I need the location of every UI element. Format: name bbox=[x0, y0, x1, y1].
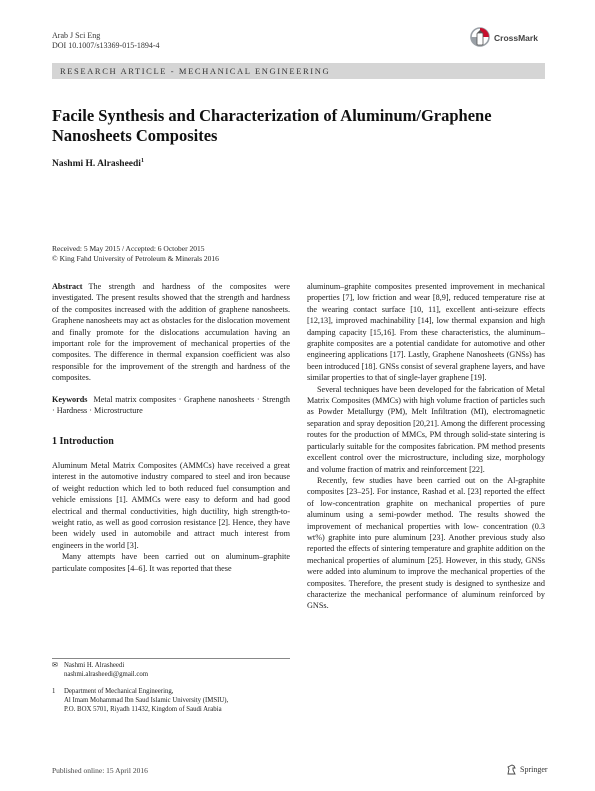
intro-paragraph-1: Aluminum Metal Matrix Composites (AMMCs) have received a great interest in the automotive industry compared to steel and iron because of weight reduction which led to both reduced fuel consumption and vehicle emissions [1]. AMMCs were easy to deform and had good electrical and thermal conductivities, high ductility, high strength-to-weight ratio, as well as good corrosion resistance [2]. Hence, they have been widely used in automobile and attract much interest from engineers in the world [3]. bbox=[52, 460, 290, 550]
keywords-text: Metal matrix composites · Graphene nanosheets · Strength · Hardness · Microstructure bbox=[52, 394, 290, 416]
body-paragraph-3: Recently, few studies have been carried out on the Al-graphite composites [23–25]. For instance, Rashad et al. [23] reported the effect of low-concentration graphite on mechanical properties of pure aluminum using a semi-powder method. The results showed the improvement of mechanical properties with low- concentration (0.3 wt%) graphite into pure aluminum [23]. Another previous study also reported the effects of sintering temperature and graphite addition on the mechanical properties of aluminum [25]. However, in this study, GNSs were added into aluminum to improve the mechanical properties of the composites. Therefore, the present study is designed to synthesize and characterize the mechanical performance of aluminum reinforced by GNSs. bbox=[307, 475, 545, 611]
body-paragraph-1: aluminum–graphite composites presented improvement in mechanical properties [7], low friction and wear [8,9], reduced temperature rise at the wearing contact surface [10, 11], excellent anti-seizure effects [12,13], improved machinability [14], low thermal expansion and high damping capacity [15,16]. From these characteristics, the aluminum–graphite composites are a potential candidate for automotive and other engineering applications [17]. Lastly, Graphene Nanosheets (GNSs) has been introduced [18]. GNSs consist of several graphene layers, and have similar properties to that of single-layer graphene [19]. bbox=[307, 282, 545, 383]
abstract-text: The strength and hardness of the composites were investigated. The present results showed that the strength and hardness of the composites increased with the addition of graphene nanosheets. Graphene nanosheets may act as obstacles for the dislocation movement and finally promote for the dislocations accumulation having an important role for the improvement of mechanical properties of the composites. The difference in thermal expansion coefficient was also responsible for the improvement of the strength and hardness of the composites. bbox=[52, 282, 290, 383]
body-paragraph-2: Several techniques have been developed for the fabrication of Metal Matrix Composites (MMCs) with high volume fraction of particles such as Powder Metallurgy (PM), Melt Infiltration (MI), electromagnetic separation and spray deposition [20,21]. Among the different processing routes for the production of MMCs, PM through solid-state sintering is particularly suitable for the composites fabrication. PM method presents excellent control over the microstructure, including size, morphology and volume fraction of matrix and reinforcement [22]. bbox=[307, 384, 545, 474]
intro-paragraph-2: Many attempts have been carried out on aluminum–graphite particulate composites [4–6]. It was reported that these bbox=[52, 552, 290, 573]
abstract-label: Abstract bbox=[52, 282, 83, 291]
springer-horse-icon bbox=[506, 764, 517, 775]
received-accepted: Received: 5 May 2015 / Accepted: 6 October 2015 bbox=[52, 244, 205, 253]
affiliation-mark: 1 bbox=[52, 688, 56, 695]
affiliation-line-3: P.O. BOX 5701, Riyadh 11432, Kingdom of Saudi Arabia bbox=[64, 706, 222, 713]
affiliation-line-2: Al Imam Mohammad Ibn Saud Islamic University (IMSIU), bbox=[64, 697, 229, 704]
journal-header bbox=[52, 31, 160, 51]
crossmark-icon bbox=[470, 27, 490, 49]
article-type-label: RESEARCH ARTICLE - MECHANICAL ENGINEERING bbox=[60, 66, 331, 76]
article-type-banner bbox=[52, 63, 545, 79]
section-heading-introduction: 1 Introduction bbox=[52, 436, 114, 448]
author-affiliation-mark: 1 bbox=[140, 158, 144, 164]
keywords-label: Keywords bbox=[52, 394, 88, 404]
article-dates bbox=[52, 244, 219, 264]
affiliation-footnote bbox=[52, 687, 290, 714]
author-line bbox=[52, 158, 144, 169]
envelope-icon: ✉ bbox=[52, 662, 58, 669]
crossmark-badge[interactable] bbox=[470, 27, 538, 49]
corresponding-author-footnote bbox=[52, 661, 290, 679]
keywords bbox=[52, 394, 290, 417]
footnote-divider bbox=[52, 658, 290, 659]
copyright-line: © King Fahd University of Petroleum & Minerals 2016 bbox=[52, 254, 219, 263]
journal-name: Arab J Sci Eng bbox=[52, 31, 101, 40]
right-column bbox=[307, 281, 545, 612]
doi[interactable]: DOI 10.1007/s13369-015-1894-4 bbox=[52, 41, 160, 50]
publisher-name: Springer bbox=[520, 765, 548, 774]
abstract bbox=[52, 281, 290, 384]
affiliation-line-1: Department of Mechanical Engineering, bbox=[64, 688, 174, 695]
paper-title: Facile Synthesis and Characterization of Aluminum/Graphene Nanosheets Composites bbox=[52, 106, 492, 145]
contact-name: Nashmi H. Alrasheedi bbox=[64, 662, 125, 669]
publisher-logo[interactable] bbox=[506, 764, 548, 775]
author-name[interactable]: Nashmi H. Alrasheedi bbox=[52, 159, 141, 170]
published-online: Published online: 15 April 2016 bbox=[52, 766, 148, 775]
contact-email[interactable]: nashmi.alrasheedi@gmail.com bbox=[64, 671, 149, 678]
crossmark-label: CrossMark bbox=[494, 33, 538, 43]
left-column bbox=[52, 281, 290, 574]
